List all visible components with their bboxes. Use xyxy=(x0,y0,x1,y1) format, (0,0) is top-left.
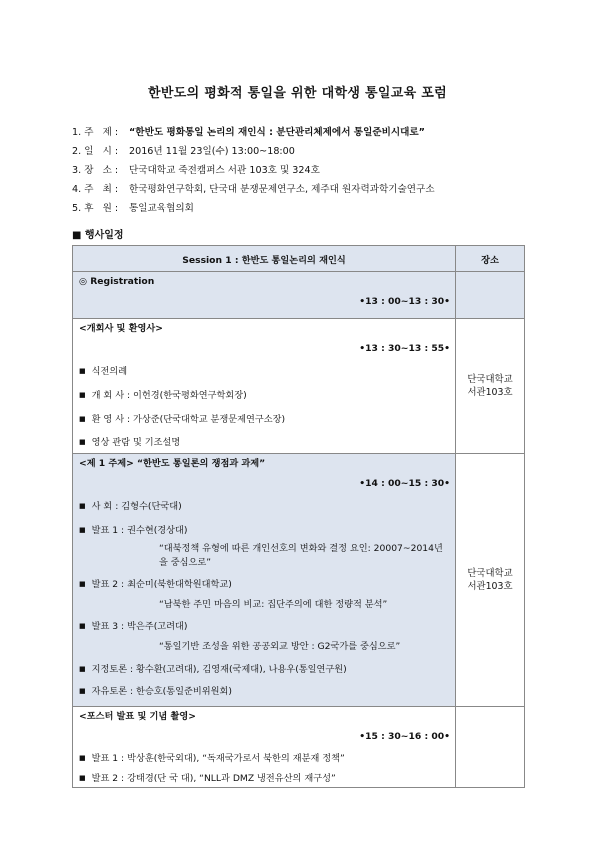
poster-row xyxy=(73,707,525,788)
bullet-icon: ■ xyxy=(79,687,86,695)
list-item: ■ 사 회 : 김형수(단국대) xyxy=(79,501,182,512)
session-header: Session 1 : 한반도 통일논리의 재인식 xyxy=(73,246,456,272)
list-item: ■ 발표 1 : 권수현(경상대) xyxy=(79,525,188,536)
list-item: ■ 환 영 사 : 가상준(단국대학교 분쟁문제연구소장) xyxy=(79,414,286,425)
list-item: ■ 영상 관람 및 기조설명 xyxy=(79,437,181,448)
opening-row xyxy=(73,319,525,454)
topic1-row xyxy=(73,454,525,707)
bullet-icon: ■ xyxy=(79,526,86,534)
list-item: ■ 지정토론 : 황수환(고려대), 김영재(국제대), 나용우(통일연구원) xyxy=(79,664,347,675)
bullet-icon: ■ xyxy=(79,774,86,782)
list-item: ■ 개 회 사 : 이헌경(한국평화연구학회장) xyxy=(79,390,247,401)
document-title: 한반도의 평화적 통일을 위한 대학생 통일교육 포럼 xyxy=(148,86,447,101)
bullet-icon: ■ xyxy=(79,415,86,423)
bullet-icon: ■ xyxy=(79,754,86,762)
paper-title: “남북한 주민 마음의 비교: 집단주의에 대한 정량적 분석” xyxy=(159,599,388,610)
topic1-time: •14 : 00~15 : 30• xyxy=(359,478,450,489)
list-item: ■ 발표 2 : 강태경(단 국 대), “NLL과 DMZ 냉전유산의 재구성” xyxy=(79,773,336,784)
opening-time: •13 : 30~13 : 55• xyxy=(359,343,450,354)
info-date: 2. 일 시 : 2016년 11월 23일(수) 13:00~18:00 xyxy=(72,146,295,157)
schedule-heading: ■ 행사일정 xyxy=(72,230,124,241)
bullet-icon: ■ xyxy=(79,502,86,510)
topic1-place: 단국대학교 서관103호 xyxy=(456,454,525,707)
list-item: ■ 발표 1 : 박상훈(한국외대), “독재국가로서 북한의 재분재 정책” xyxy=(79,753,345,764)
poster-heading: <포스터 발표 및 기념 촬영> xyxy=(79,711,196,722)
bullet-icon: ■ xyxy=(79,580,86,588)
opening-place: 단국대학교 서관103호 xyxy=(456,319,525,454)
bullet-icon: ■ xyxy=(79,622,86,630)
info-topic: 1. 주 제 : “한반도 평화통일 논리의 재인식 : 분단관리체제에서 통일준비시대로” xyxy=(72,127,425,138)
bullet-icon: ■ xyxy=(79,665,86,673)
schedule-table xyxy=(72,245,525,788)
bullet-icon: ■ xyxy=(79,438,86,446)
opening-heading: <개회사 및 환영사> xyxy=(79,323,163,334)
event-info xyxy=(72,124,552,219)
list-item: ■ 식전의례 xyxy=(79,366,128,377)
registration-label: ◎ Registration xyxy=(79,276,155,287)
list-item: ■ 발표 2 : 최순미(북한대학원대학교) xyxy=(79,579,232,590)
topic1-heading: <제 1 주제> “한반도 통일론의 쟁점과 과제” xyxy=(79,458,266,469)
bullet-icon: ■ xyxy=(79,367,86,375)
info-sponsor: 5. 후 원 : 통일교육협의회 xyxy=(72,203,194,214)
place-header: 장소 xyxy=(456,246,525,272)
paper-title: “대북정책 유형에 따른 개인선호의 변화와 결정 요인: 20007~2014년을 중심으로” xyxy=(159,543,443,568)
bullet-icon: ■ xyxy=(79,391,86,399)
registration-row xyxy=(73,272,525,319)
info-host: 4. 주 최 : 한국평화연구학회, 단국대 분쟁문제연구소, 제주대 원자력과학기술연구소 xyxy=(72,184,435,195)
registration-time: •13 : 00~13 : 30• xyxy=(359,296,450,307)
list-item: ■ 자유토론 : 한승호(통일준비위원회) xyxy=(79,686,232,697)
info-venue: 3. 장 소 : 단국대학교 죽전캠퍼스 서관 103호 및 324호 xyxy=(72,165,320,176)
poster-time: •15 : 30~16 : 00• xyxy=(359,731,450,742)
table-header-row xyxy=(73,246,525,272)
list-item: ■ 발표 3 : 박은주(고려대) xyxy=(79,621,188,632)
paper-title: “통일기반 조성을 위한 공공외교 방안 : G2국가를 중심으로” xyxy=(159,641,401,652)
